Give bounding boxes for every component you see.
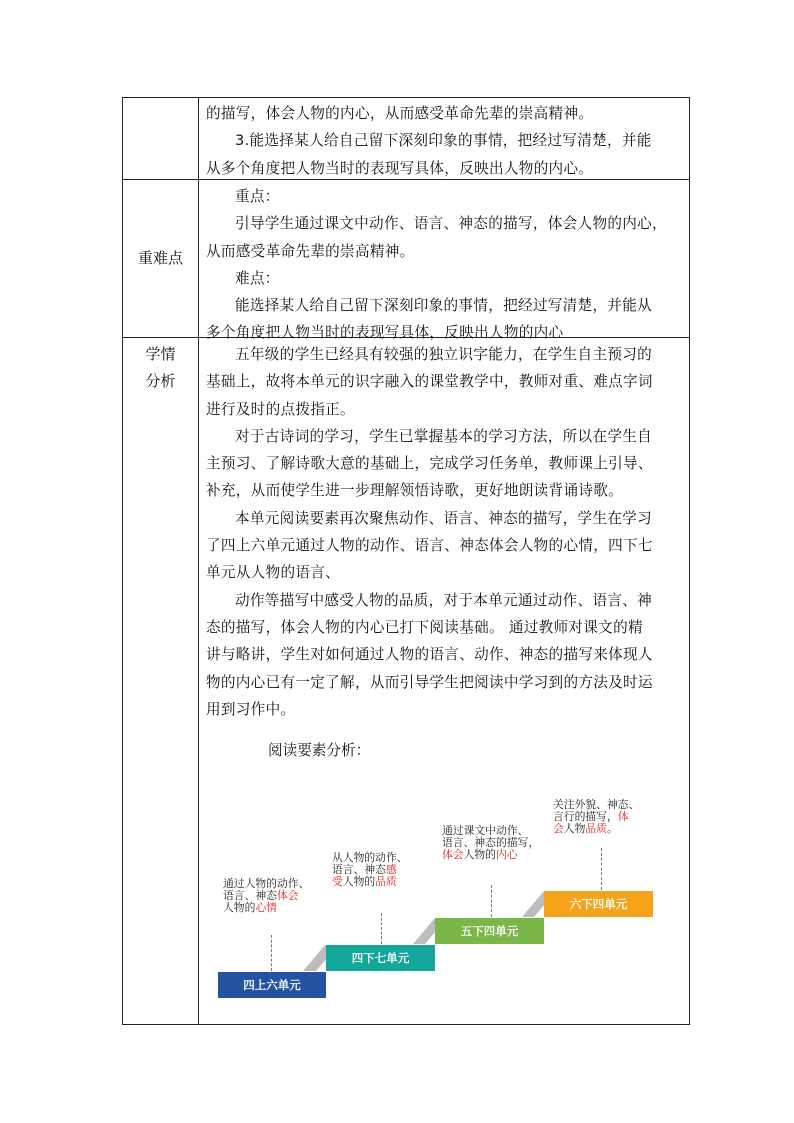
- caption-line: 通过课文中动作、: [442, 824, 529, 837]
- caption-text: 。: [606, 822, 618, 835]
- caption-highlight: 心情: [255, 901, 277, 914]
- caption-highlight: 体: [617, 810, 629, 823]
- caption-highlight: 品质: [375, 875, 397, 888]
- text-line: 态的描写，体会人物的内心已打下阅读基础。 通过教师对课文的精: [206, 618, 643, 636]
- text-line: 从而感受革命先辈的崇高精神。: [206, 242, 415, 260]
- caption-text: 人物的: [223, 901, 256, 914]
- caption-highlight: 内心: [495, 848, 518, 861]
- text-line: 讲与略讲，学生对如何通过人物的语言、动作、神态的描写来体现人: [206, 646, 653, 664]
- caption-line: 关注外貌、神态、: [553, 798, 640, 811]
- text-line: 主预习、了解诗歌大意的基础上，完成学习任务单，教师课上引导、: [206, 455, 653, 473]
- caption-highlight: 体会: [442, 848, 464, 861]
- caption-highlight: 品质: [585, 822, 607, 835]
- section-subtitle: 阅读要素分析：: [268, 742, 371, 759]
- text-line: 的描写，体会人物的内心，从而感受革命先辈的崇高精神。: [206, 105, 594, 122]
- text-line: 补充，从而使学生进一步理解领悟诗歌，更好地朗读背诵诗歌。: [206, 482, 624, 500]
- caption-text: 人物的: [342, 875, 376, 888]
- column-divider: [198, 98, 199, 1024]
- step-2: 四下七单元: [326, 945, 435, 971]
- text-line: 物的内心已有一定了解，从而引导学生把阅读中学习到的方法及时运: [206, 673, 653, 691]
- text-line: 3.能选择某人给自己留下深刻印象的事情，把经过写清楚，并能: [235, 132, 652, 150]
- caption-text: 语言、神态: [332, 863, 386, 876]
- caption-text: 人物的: [463, 848, 496, 861]
- step-3: 五下四单元: [435, 918, 544, 944]
- analysis-cell: [206, 341, 684, 723]
- caption-text: 言行的描写，: [553, 810, 618, 823]
- caption-text: 语言、神态: [223, 889, 277, 902]
- text-line: 五年级的学生已经具有较强的独立识字能力，在学生自主预习的: [235, 346, 653, 363]
- key-points-cell: [206, 183, 684, 347]
- text-line: 多个角度把人物当时的表现写具体，反映出人物的内心: [206, 324, 564, 342]
- caption-text: 人物: [563, 822, 586, 835]
- text-line: 了四上六单元通过人物的动作、语言、神态体会人物的心情，四下七: [206, 537, 653, 555]
- objectives-cell: [206, 100, 684, 182]
- caption-highlight: 受: [332, 875, 343, 888]
- text-line: 动作等描写中感受人物的品质，对于本单元通过动作、语言、神: [235, 591, 653, 609]
- text-line: 从多个角度把人物当时的表现写具体，反映出人物的内心。: [206, 159, 594, 177]
- row-label-analysis: [123, 341, 198, 395]
- caption-highlight: 体会: [276, 889, 299, 902]
- step-1: 四上六单元: [218, 972, 326, 998]
- label-line: 学情: [145, 345, 176, 363]
- text-line: 单元从人物的语言、: [206, 564, 341, 582]
- lesson-plan-table: [122, 97, 690, 1025]
- row-label-key-points: 重难点: [137, 249, 183, 267]
- caption-highlight: 会: [553, 822, 564, 835]
- text-line: 重点：: [235, 188, 280, 205]
- text-line: 用到习作中。: [206, 700, 296, 718]
- caption-line: 通过人物的动作、: [223, 877, 310, 890]
- caption-highlight: 感: [385, 863, 397, 876]
- text-line: 引导学生通过课文中动作、语言、神态的描写，体会人物的内心，: [235, 215, 667, 233]
- caption-line: 从人物的动作、: [332, 851, 408, 864]
- text-line: 能选择某人给自己留下深刻印象的事情，把经过写清楚，并能从: [235, 297, 653, 315]
- text-line: 进行及时的点拨指正。: [206, 400, 355, 418]
- text-line: 对于古诗词的学习，学生已掌握基本的学习方法，所以在学生自: [235, 427, 653, 445]
- text-line: 本单元阅读要素再次聚焦动作、语言、神态的描写，学生在学习: [235, 509, 653, 527]
- text-line: 难点：: [235, 269, 280, 287]
- caption-line: 语言、神态的描写，: [442, 836, 540, 849]
- text-line: 基础上，故将本单元的识字融入的课堂教学中，教师对重、难点字词: [206, 373, 653, 391]
- step-4: 六下四单元: [544, 891, 653, 917]
- label-line: 分析: [145, 372, 176, 390]
